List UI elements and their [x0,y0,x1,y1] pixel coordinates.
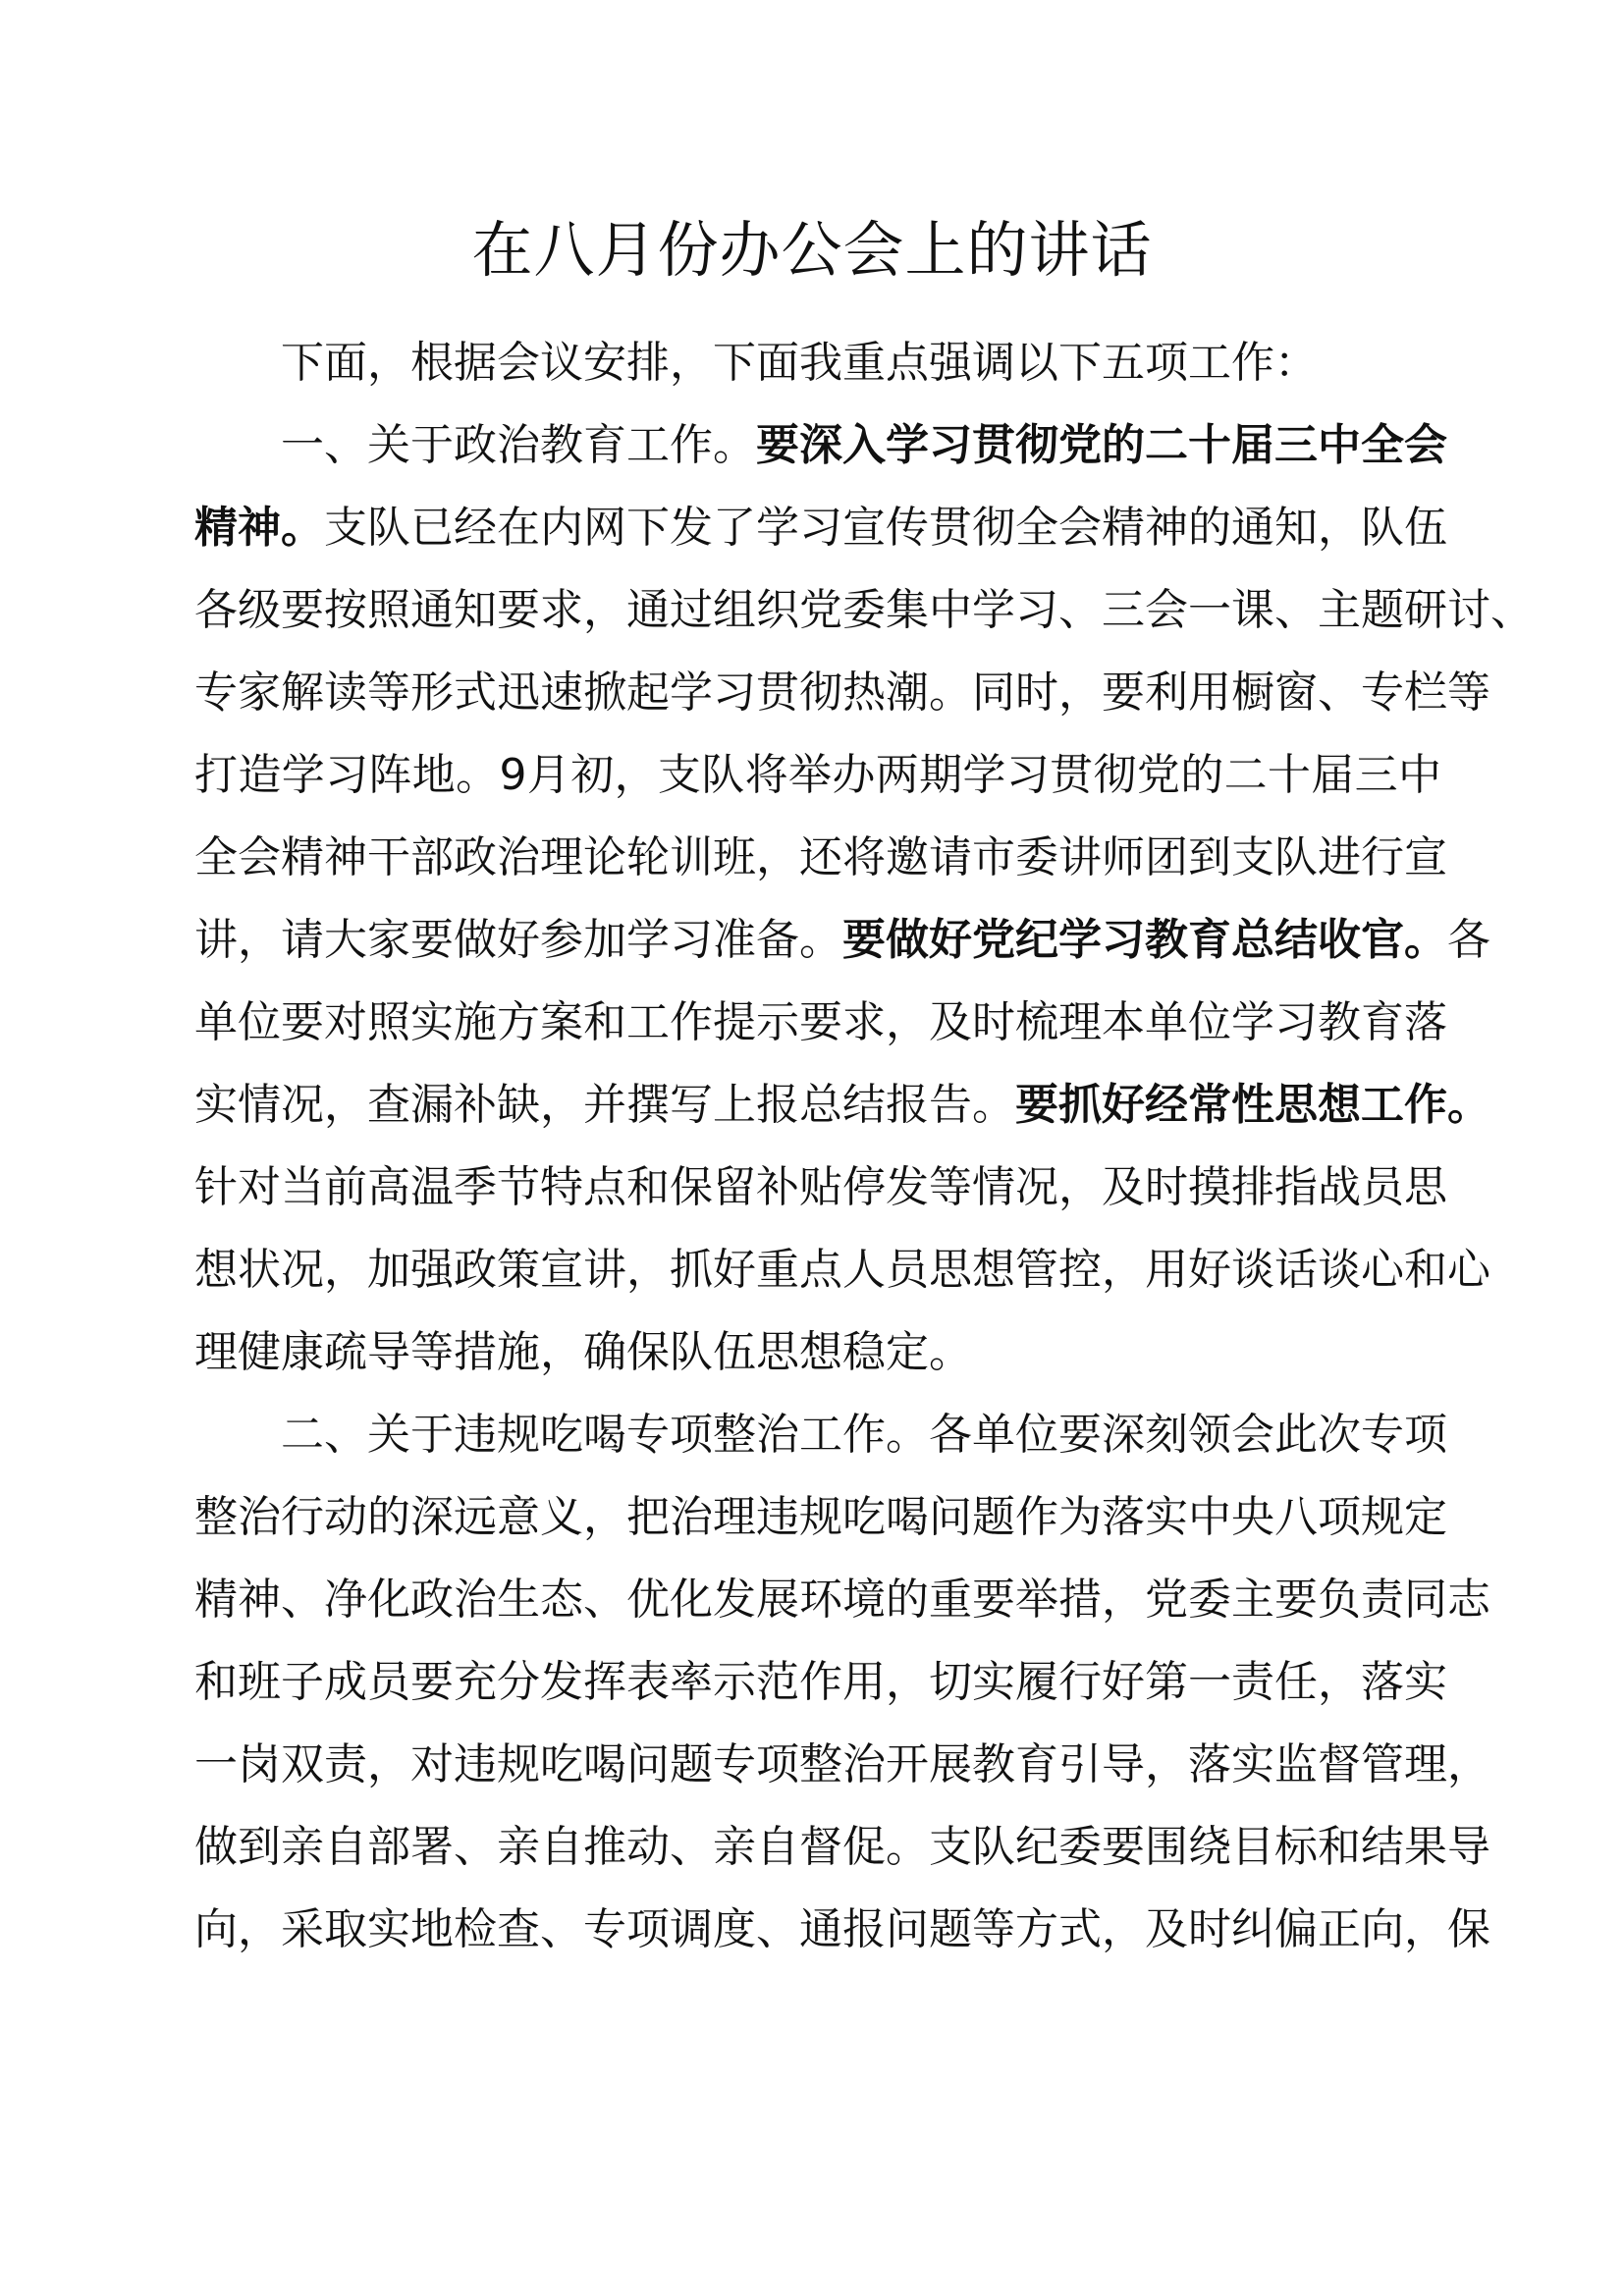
text-segment: 二、关于违规吃喝专项整治工作。各单位要深刻领会此次专项 [281,1410,1447,1460]
text-line [194,652,1490,734]
text-segment: 打造学习阵地。9月初，支队将举办两期学习贯彻党的二十届三中 [194,750,1441,800]
text-segment: 针对当前高温季节特点和保留补贴停发等情况，及时摸排指战员思 [194,1162,1447,1212]
text-line [194,322,1441,404]
text-line [194,899,1490,982]
text-segment: 一岗双责，对违规吃喝问题专项整治开展教育引导，落实监督管理， [194,1739,1490,1789]
text-line [194,569,1534,652]
text-line [194,1889,1490,1971]
text-segment: 整治行动的深远意义，把治理违规吃喝问题作为落实中央八项规定 [194,1492,1447,1542]
text-line [194,1559,1490,1641]
text-segment: 全会精神干部政治理论轮训班，还将邀请市委讲师团到支队进行宣 [194,832,1447,882]
text-line [194,1147,1447,1229]
text-line [194,1229,1490,1311]
text-segment: 各 [1447,915,1490,965]
document-body [194,322,1534,1971]
text-line [194,1394,1447,1476]
text-segment: 专家解读等形式迅速掀起学习贯彻热潮。同时，要利用橱窗、专栏等 [194,667,1490,718]
text-line [194,1311,1441,1394]
text-segment: 向，采取实地检查、专项调度、通报问题等方式，及时纠偏正向，保 [194,1904,1490,1954]
text-line [194,487,1447,569]
text-segment: 各级要按照通知要求，通过组织党委集中学习、三会一课、主题研讨、 [194,585,1534,635]
text-segment: 和班子成员要充分发挥表率示范作用，切实履行好第一责任，落实 [194,1657,1447,1707]
text-line [194,817,1447,899]
text-line [194,982,1447,1064]
text-segment: 实情况，查漏补缺，并撰写上报总结报告。 [194,1080,1015,1130]
text-line [194,1476,1447,1559]
text-segment: 理健康疏导等措施，确保队伍思想稳定。 [194,1327,972,1377]
text-segment: 讲，请大家要做好参加学习准备。 [194,915,842,965]
text-line [194,1724,1490,1806]
text-segment: 精神、净化政治生态、优化发展环境的重要举措，党委主要负责同志 [194,1575,1490,1625]
bold-text-segment: 要做好党纪学习教育总结收官。 [842,915,1447,965]
text-segment: 做到亲自部署、亲自推动、亲自督促。支队纪委要围绕目标和结果导 [194,1822,1490,1872]
bold-text-segment: 要深入学习贯彻党的二十届三中全会 [756,420,1447,470]
bold-text-segment: 要抓好经常性思想工作。 [1015,1080,1490,1130]
text-line [194,1806,1490,1889]
text-segment: 支队已经在内网下发了学习宣传贯彻全会精神的通知，队伍 [324,503,1447,553]
text-line [194,1064,1490,1147]
text-line [194,1641,1447,1724]
text-segment: 一、关于政治教育工作。 [281,420,756,470]
text-segment: 下面，根据会议安排，下面我重点强调以下五项工作： [281,338,1318,388]
text-line [194,734,1441,817]
text-line [194,404,1447,487]
bold-text-segment: 精神。 [194,503,324,553]
text-segment: 想状况，加强政策宣讲，抓好重点人员思想管控，用好谈话谈心和心 [194,1245,1490,1295]
text-segment: 单位要对照实施方案和工作提示要求，及时梳理本单位学习教育落 [194,997,1447,1047]
document-title: 在八月份办公会上的讲话 [471,214,1153,286]
